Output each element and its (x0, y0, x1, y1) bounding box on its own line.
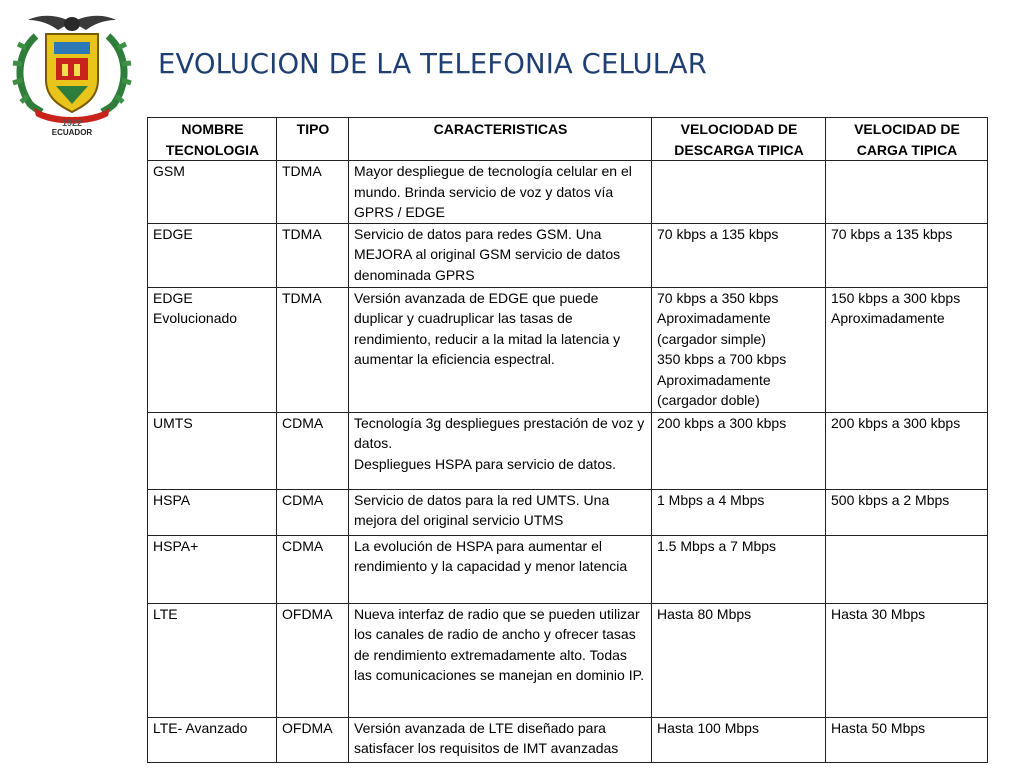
cell-descarga: 1 Mbps a 4 Mbps (652, 489, 826, 535)
table-row (148, 603, 988, 717)
cell-nombre: EDGE Evolucionado (148, 287, 277, 412)
table-row (148, 489, 988, 535)
table-row (148, 717, 988, 762)
cell-nombre: EDGE (148, 223, 277, 287)
cell-nombre: HSPA (148, 489, 277, 535)
cell-descarga: 70 kbps a 350 kbps Aproximadamente (cargador simple) 350 kbps a 700 kbps Aproximadamente (cargador doble) (652, 287, 826, 412)
table-row (148, 161, 988, 224)
cell-carga (826, 535, 988, 603)
cell-carga: 150 kbps a 300 kbps Aproximadamente (826, 287, 988, 412)
header-caracteristicas: CARACTERISTICAS (349, 118, 652, 161)
ecuador-coat-of-arms-logo (4, 8, 140, 136)
header-nombre-tecnologia: NOMBRE TECNOLOGIA (148, 118, 277, 161)
cell-descarga: Hasta 100 Mbps (652, 717, 826, 762)
table-header-row (148, 118, 988, 161)
cell-carga: Hasta 30 Mbps (826, 603, 988, 717)
cell-descarga (652, 161, 826, 224)
technology-table (147, 117, 988, 763)
logo-year-text: 1922 (61, 118, 83, 128)
cell-tipo: CDMA (277, 535, 349, 603)
cell-tipo: OFDMA (277, 717, 349, 762)
cell-carga: 500 kbps a 2 Mbps (826, 489, 988, 535)
cell-caracteristicas: Mayor despliegue de tecnología celular en el mundo. Brinda servicio de voz y datos vía GPRS / EDGE (349, 161, 652, 224)
cell-nombre: UMTS (148, 412, 277, 489)
header-tipo: TIPO (277, 118, 349, 161)
cell-carga: 70 kbps a 135 kbps (826, 223, 988, 287)
cell-descarga: Hasta 80 Mbps (652, 603, 826, 717)
cell-descarga: 200 kbps a 300 kbps (652, 412, 826, 489)
logo-country-text: ECUADOR (51, 128, 93, 136)
cell-tipo: OFDMA (277, 603, 349, 717)
cell-caracteristicas: Servicio de datos para redes GSM. Una MEJORA al original GSM servicio de datos denominada GPRS (349, 223, 652, 287)
cell-tipo: TDMA (277, 223, 349, 287)
cell-tipo: TDMA (277, 287, 349, 412)
cell-caracteristicas: Nueva interfaz de radio que se pueden utilizar los canales de radio de ancho y ofrecer tasas de rendimiento extremadamente alto. Todas las comunicaciones se manejan en dominio IP. (349, 603, 652, 717)
cell-tipo: CDMA (277, 412, 349, 489)
cell-nombre: HSPA+ (148, 535, 277, 603)
header-velocidad-descarga: VELOCIODAD DE DESCARGA TIPICA (652, 118, 826, 161)
cell-caracteristicas: La evolución de HSPA para aumentar el rendimiento y la capacidad y menor latencia (349, 535, 652, 603)
slide-title: EVOLUCION DE LA TELEFONIA CELULAR (158, 48, 707, 80)
cell-nombre: LTE (148, 603, 277, 717)
table-row (148, 223, 988, 287)
cell-carga (826, 161, 988, 224)
header-velocidad-carga: VELOCIDAD DE CARGA TIPICA (826, 118, 988, 161)
cell-descarga: 1.5 Mbps a 7 Mbps (652, 535, 826, 603)
table-row (148, 535, 988, 603)
cell-carga: 200 kbps a 300 kbps (826, 412, 988, 489)
cell-tipo: CDMA (277, 489, 349, 535)
cell-caracteristicas: Tecnología 3g despliegues prestación de voz y datos. Despliegues HSPA para servicio de datos. (349, 412, 652, 489)
table-row (148, 287, 988, 412)
cell-caracteristicas: Servicio de datos para la red UMTS. Una mejora del original servicio UTMS (349, 489, 652, 535)
cell-carga: Hasta 50 Mbps (826, 717, 988, 762)
cell-tipo: TDMA (277, 161, 349, 224)
cell-nombre: LTE- Avanzado (148, 717, 277, 762)
cell-descarga: 70 kbps a 135 kbps (652, 223, 826, 287)
cell-caracteristicas: Versión avanzada de LTE diseñado para satisfacer los requisitos de IMT avanzadas (349, 717, 652, 762)
table-row (148, 412, 988, 489)
cell-nombre: GSM (148, 161, 277, 224)
cell-caracteristicas: Versión avanzada de EDGE que puede duplicar y cuadruplicar las tasas de rendimiento, reducir a la mitad la latencia y aumentar la eficiencia espectral. (349, 287, 652, 412)
